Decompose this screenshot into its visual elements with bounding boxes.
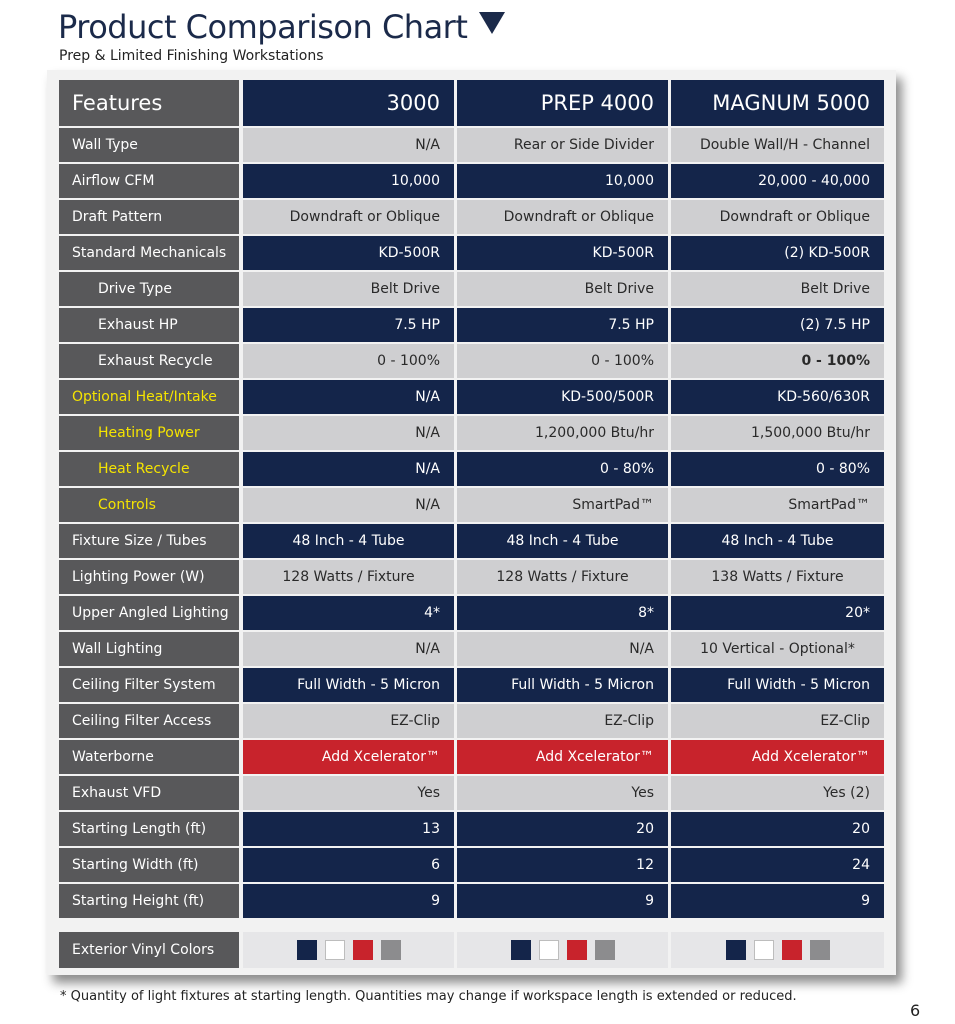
row-value: Downdraft or Oblique [457,200,668,234]
row-value: N/A [243,380,454,414]
row-value: SmartPad™ [671,488,884,522]
table-row [59,344,884,378]
row-label: Starting Length (ft) [59,812,239,846]
row-label: Ceiling Filter Access [59,704,239,738]
row-value: EZ-Clip [243,704,454,738]
header-features: Features [59,80,239,126]
row-value: Full Width - 5 Micron [243,668,454,702]
footnote: * Quantity of light fixtures at starting length. Quantities may change if workspace length is extended or reduced. [60,989,797,1004]
row-value: 1,500,000 Btu/hr [671,416,884,450]
row-value: EZ-Clip [457,704,668,738]
row-value: N/A [243,128,454,162]
table-row [59,488,884,522]
row-label: Fixture Size / Tubes [59,524,239,558]
row-value: KD-500R [243,236,454,270]
table-row [59,416,884,450]
row-value: Belt Drive [243,272,454,306]
row-value: 0 - 100% [671,344,884,378]
color-swatch-group [243,932,454,968]
row-value: Yes [457,776,668,810]
header-model-magnum-5000: MAGNUM 5000 [671,80,884,126]
color-swatch-group [671,932,884,968]
row-value: EZ-Clip [671,704,884,738]
row-label: Exhaust HP [59,308,239,342]
row-value: 4* [243,596,454,630]
row-value: 128 Watts / Fixture [457,560,668,594]
page-number: 6 [910,1001,921,1020]
triangle-down-icon [479,12,505,34]
row-label: Airflow CFM [59,164,239,198]
gray-swatch [595,940,615,960]
table-row [59,884,884,918]
row-value: 7.5 HP [457,308,668,342]
table-row [59,668,884,702]
row-value: Yes (2) [671,776,884,810]
row-value: Double Wall/H - Channel [671,128,884,162]
row-value: 6 [243,848,454,882]
row-value: 0 - 80% [671,452,884,486]
row-value: N/A [243,488,454,522]
row-value: N/A [243,452,454,486]
row-value: 8* [457,596,668,630]
row-label: Exhaust Recycle [59,344,239,378]
row-label: Optional Heat/Intake [59,380,239,414]
row-value: 48 Inch - 4 Tube [457,524,668,558]
row-value: 13 [243,812,454,846]
row-value: 24 [671,848,884,882]
navy-swatch [297,940,317,960]
page-title: Product Comparison Chart [58,8,505,46]
row-value: Full Width - 5 Micron [671,668,884,702]
row-label: Standard Mechanicals [59,236,239,270]
row-value: 10,000 [457,164,668,198]
row-value: 138 Watts / Fixture [671,560,884,594]
table-row [59,596,884,630]
row-value: Belt Drive [457,272,668,306]
row-label: Starting Width (ft) [59,848,239,882]
red-swatch [567,940,587,960]
row-value: 20 [457,812,668,846]
row-value: 9 [671,884,884,918]
row-label: Wall Lighting [59,632,239,666]
exterior-colors-label: Exterior Vinyl Colors [59,932,239,968]
row-value: 20,000 - 40,000 [671,164,884,198]
row-value: Add Xcelerator™ [243,740,454,774]
row-value: 48 Inch - 4 Tube [243,524,454,558]
row-label: Wall Type [59,128,239,162]
table-row [59,200,884,234]
white-swatch [539,940,559,960]
table-row [59,128,884,162]
row-label: Ceiling Filter System [59,668,239,702]
row-value: Add Xcelerator™ [671,740,884,774]
row-value: 0 - 100% [243,344,454,378]
table-row [59,164,884,198]
row-label: Heat Recycle [59,452,239,486]
header-model-prep-4000: PREP 4000 [457,80,668,126]
row-label: Heating Power [59,416,239,450]
table-row [59,272,884,306]
header-model-3000: 3000 [243,80,454,126]
row-value: 7.5 HP [243,308,454,342]
row-value: Belt Drive [671,272,884,306]
row-value: KD-560/630R [671,380,884,414]
row-value: 48 Inch - 4 Tube [671,524,884,558]
row-value: SmartPad™ [457,488,668,522]
table-row [59,560,884,594]
row-value: 0 - 100% [457,344,668,378]
table-row [59,380,884,414]
table-header-row [59,80,884,126]
table-row [59,812,884,846]
comparison-table [59,80,884,920]
row-value: 10,000 [243,164,454,198]
red-swatch [353,940,373,960]
white-swatch [325,940,345,960]
row-value: Rear or Side Divider [457,128,668,162]
row-value: N/A [243,632,454,666]
row-value: KD-500R [457,236,668,270]
table-row [59,704,884,738]
row-label: Draft Pattern [59,200,239,234]
table-row [59,776,884,810]
table-row [59,524,884,558]
table-row [59,308,884,342]
row-value: 9 [243,884,454,918]
row-value: 1,200,000 Btu/hr [457,416,668,450]
table-row [59,236,884,270]
row-value: 20 [671,812,884,846]
row-value: Full Width - 5 Micron [457,668,668,702]
row-value: 128 Watts / Fixture [243,560,454,594]
row-value: 0 - 80% [457,452,668,486]
row-label: Controls [59,488,239,522]
table-row [59,452,884,486]
table-row [59,632,884,666]
row-value: N/A [457,632,668,666]
row-label: Exhaust VFD [59,776,239,810]
red-swatch [782,940,802,960]
gray-swatch [381,940,401,960]
row-value: Yes [243,776,454,810]
color-swatch-group [457,932,668,968]
row-label: Starting Height (ft) [59,884,239,918]
exterior-colors-row [59,932,884,968]
white-swatch [754,940,774,960]
row-value: (2) KD-500R [671,236,884,270]
row-value: 9 [457,884,668,918]
row-value: (2) 7.5 HP [671,308,884,342]
row-label: Upper Angled Lighting [59,596,239,630]
row-value: KD-500/500R [457,380,668,414]
row-value: 10 Vertical - Optional* [671,632,884,666]
row-value: 12 [457,848,668,882]
table-row [59,848,884,882]
gray-swatch [810,940,830,960]
navy-swatch [726,940,746,960]
row-label: Waterborne [59,740,239,774]
row-value: 20* [671,596,884,630]
row-value: Downdraft or Oblique [243,200,454,234]
row-value: Add Xcelerator™ [457,740,668,774]
navy-swatch [511,940,531,960]
row-label: Drive Type [59,272,239,306]
row-label: Lighting Power (W) [59,560,239,594]
row-value: N/A [243,416,454,450]
row-value: Downdraft or Oblique [671,200,884,234]
page-subtitle: Prep & Limited Finishing Workstations [59,48,324,64]
table-row [59,740,884,774]
